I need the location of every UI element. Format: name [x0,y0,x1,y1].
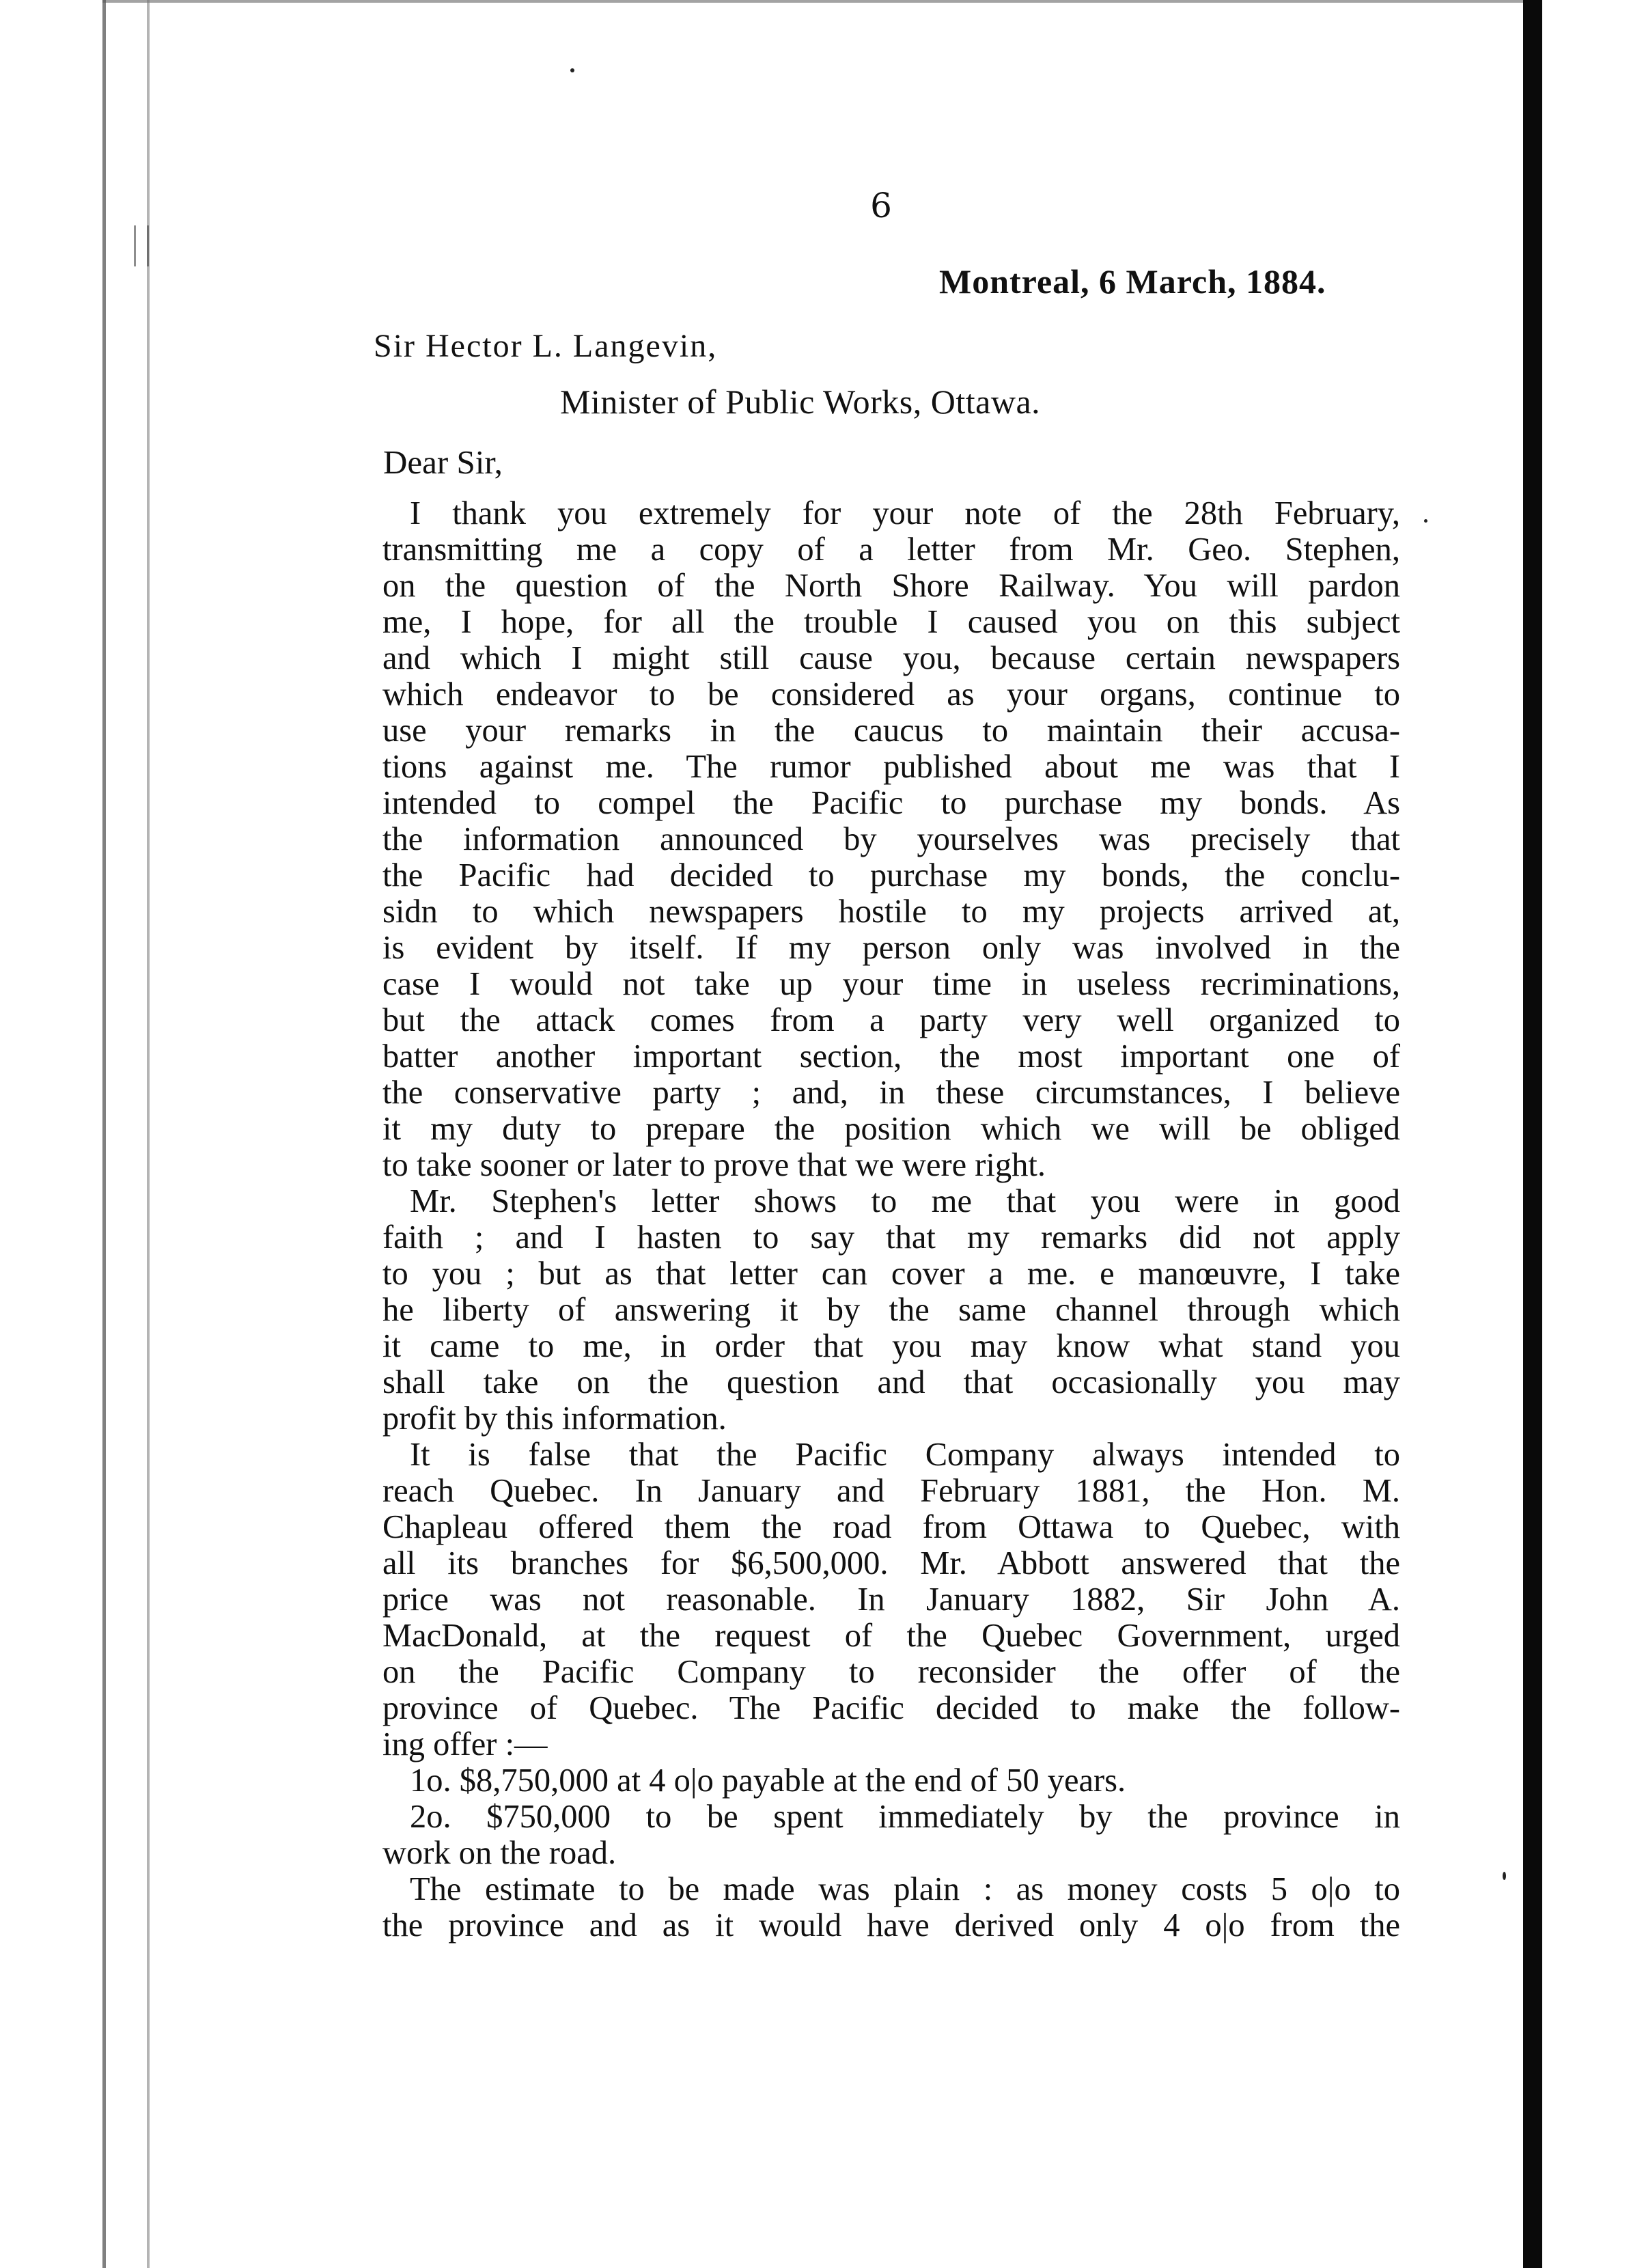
letter-body [382,495,1400,1944]
body-line: I thank you extremely for your note of the 28th February, [410,495,1400,531]
body-line: work on the road. [382,1835,617,1871]
scan-speck [1424,519,1427,523]
body-line: 1o. $8,750,000 at 4 o|o payable at the end of 50 years. [410,1762,1126,1799]
body-line: it came to me, in order that you may know what stand you [382,1328,1400,1364]
dateline: Montreal, 6 March, 1884. [939,262,1326,301]
body-line: profit by this information. [382,1400,727,1437]
body-line: the province and as it would have derived only 4 o|o from the [382,1907,1400,1944]
body-line: Mr. Stephen's letter shows to me that you were in good [410,1183,1400,1219]
body-line: to you ; but as that letter can cover a me. e manœuvre, I take [382,1256,1400,1292]
body-line: which endeavor to be considered as your organs, continue to [382,676,1400,713]
body-line: faith ; and I hasten to say that my remarks did not apply [382,1219,1400,1256]
body-line: and which I might still cause you, because certain newspapers [382,640,1400,676]
body-line: price was not reasonable. In January 1882, Sir John A. [382,1581,1400,1618]
body-line: but the attack comes from a party very well organized to [382,1002,1400,1038]
body-line: ing offer :— [382,1726,548,1762]
body-line: on the question of the North Shore Railway. You will pardon [382,568,1400,604]
body-line: case I would not take up your time in useless recriminations, [382,966,1400,1002]
body-line: the conservative party ; and, in these circumstances, I believe [382,1075,1400,1111]
page-number: 6 [870,186,892,225]
body-line: he liberty of answering it by the same channel through which [382,1292,1400,1328]
body-line: to take sooner or later to prove that we were right. [382,1147,1046,1183]
body-line: transmitting me a copy of a letter from Mr. Geo. Stephen, [382,531,1400,568]
body-line: It is false that the Pacific Company always intended to [410,1437,1400,1473]
body-line: the Pacific had decided to purchase my bonds, the conclu- [382,857,1400,894]
body-line: batter another important section, the most important one of [382,1038,1400,1075]
body-line: 2o. $750,000 to be spent immediately by the province in [410,1799,1400,1835]
body-line: province of Quebec. The Pacific decided to make the follow- [382,1690,1400,1726]
binding-mark [134,225,149,266]
body-line: reach Quebec. In January and February 1881, the Hon. M. [382,1473,1400,1509]
body-line: all its branches for $6,500,000. Mr. Abbott answered that the [382,1545,1400,1581]
page-binding-edge [147,0,150,2268]
salutation: Dear Sir, [383,443,503,481]
body-line: on the Pacific Company to reconsider the offer of the [382,1654,1400,1690]
body-line: sidn to which newspapers hostile to my projects arrived at, [382,894,1400,930]
body-line: is evident by itself. If my person only was involved in the [382,930,1400,966]
page-left-edge [102,0,106,2268]
body-line: Chapleau offered them the road from Ottawa to Quebec, with [382,1509,1400,1545]
body-line: intended to compel the Pacific to purchase my bonds. As [382,785,1400,821]
page-right-shadow [1523,0,1542,2268]
body-line: the information announced by yourselves was precisely that [382,821,1400,857]
body-line: The estimate to be made was plain : as money costs 5 o|o to [410,1871,1400,1907]
recipient-name: Sir Hector L. Langevin, [374,328,718,364]
scan-speck [1503,1872,1506,1880]
recipient-title: Minister of Public Works, Ottawa. [560,383,1041,421]
body-line: tions against me. The rumor published about me was that I [382,749,1400,785]
body-line: MacDonald, at the request of the Quebec Government, urged [382,1618,1400,1654]
body-line: it my duty to prepare the position which we will be obliged [382,1111,1400,1147]
body-line: shall take on the question and that occasionally you may [382,1364,1400,1400]
scan-speck [570,68,574,72]
body-line: me, I hope, for all the trouble I caused you on this subject [382,604,1400,640]
page-top-edge [102,0,1523,3]
body-line: use your remarks in the caucus to maintain their accusa- [382,713,1400,749]
